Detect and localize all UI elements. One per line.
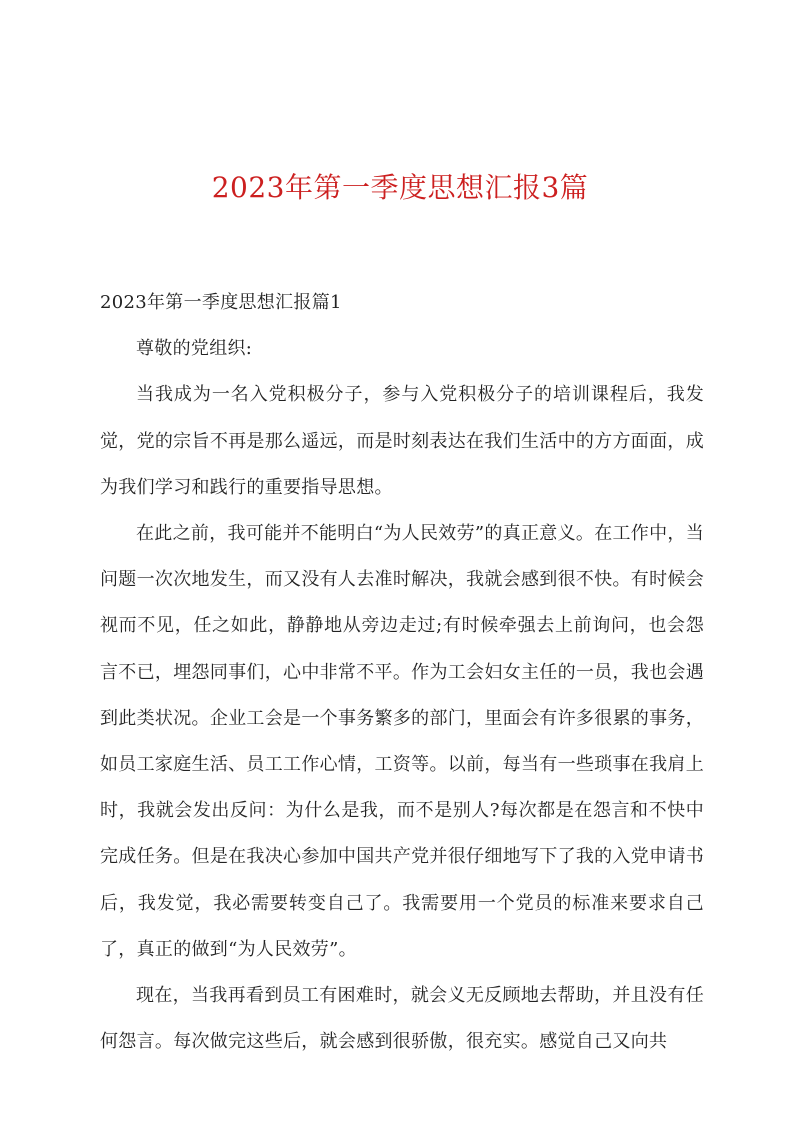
paragraph-1: 当我成为一名入党积极分子，参与入党积极分子的培训课程后，我发觉，党的宗旨不再是那么遥远，而是时刻表达在我们生活中的方方面面，成为我们学习和践行的重要指导思想。 xyxy=(100,384,704,498)
salutation: 尊敬的党组织: xyxy=(136,338,253,360)
paragraph-3: 现在，当我再看到员工有困难时，就会义无反顾地去帮助，并且没有任何怨言。每次做完这些后，就会感到很骄傲，很充实。感觉自己又向共 xyxy=(100,985,704,1053)
paragraph-2: 在此之前，我可能并不能明白“为人民效劳”的真正意义。在工作中，当问题一次次地发生，而又没有人去准时解决，我就会感到很不快。有时候会视而不见，任之如此，静静地从旁边走过;有时候牵强去上前询问，也会怨言不已，埋怨同事们，心中非常不平。作为工会妇女主任的一员，我也会遇到此类状况。企业工会是一个事务繁多的部门，里面会有许多很累的事务，如员工家庭生活、员工工作心情，工资等。以前，每当有一些琐事在我肩上时，我就会发出反问：为什么是我，而不是别人?每次都是在怨言和不快中完成任务。但是在我决心参加中国共产党并很仔细地写下了我的入党申请书后，我发觉，我必需要转变自己了。我需要用一个党员的标准来要求自己了，真正的做到“为人民效劳”。 xyxy=(100,523,705,960)
section-heading: 2023年第一季度思想汇报篇1 xyxy=(100,292,342,313)
document-body xyxy=(100,280,704,1065)
document-title: 2023年第一季度思想汇报3篇 xyxy=(211,171,589,204)
